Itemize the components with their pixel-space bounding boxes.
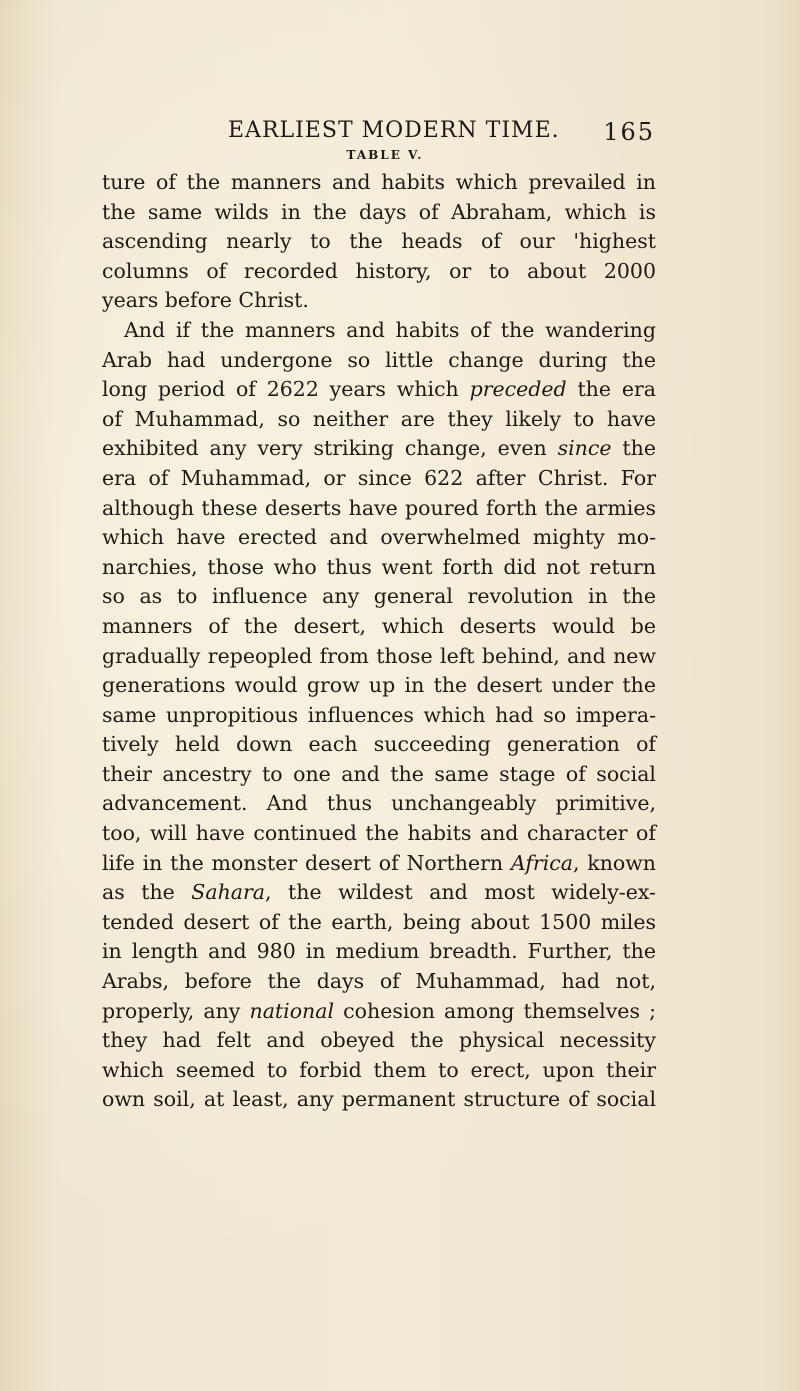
text-line [102,878,656,908]
text-line [102,227,656,257]
text-line [102,612,656,642]
text-line [102,257,656,287]
text-segment: of Muhammad, so neither are they likely to have [102,406,656,431]
text-line [102,1026,656,1056]
italic-text: since [557,436,612,461]
text-line [102,671,656,701]
text-segment: cohesion among themselves ; [334,998,656,1023]
text-segment: narchies, those who thus went forth did not return [102,554,656,579]
text-line [102,375,656,405]
text-segment: manners of the desert, which deserts would be [102,613,656,638]
text-line [102,316,656,346]
text-segment: tended desert of the earth, being about 1500 miles [102,909,656,934]
text-line [102,494,656,524]
text-segment: long period of 2622 years which [102,377,470,402]
text-line [102,198,656,228]
text-segment: era of Muhammad, or since 622 after Christ. For [102,465,656,490]
italic-text: preceded [469,377,567,402]
text-segment: although these deserts have poured forth the armies [102,495,656,520]
text-segment: in length and 980 in medium breadth. Further, the [102,939,656,964]
text-segment: own soil, at least, any permanent structure of social [102,1087,656,1112]
text-segment: the era [566,377,656,402]
text-segment: advancement. And thus unchangeably primitive, [102,791,656,816]
body-text [102,168,656,1115]
text-segment: same unpropitious influences which had so impera- [102,702,656,727]
text-segment: And if the manners and habits of the wandering [124,317,656,342]
running-title: EARLIEST MODERN TIME. [228,118,560,143]
text-line [102,701,656,731]
text-segment: years before Christ. [102,288,309,313]
text-segment: the [611,436,656,461]
text-segment: they had felt and obeyed the physical necessity [102,1028,656,1053]
text-segment: , the wildest and most widely-ex- [265,880,656,905]
text-line [102,819,656,849]
text-line [102,434,656,464]
text-segment: ture of the manners and habits which prevailed in [102,170,656,194]
page-number: 165 [603,118,655,146]
text-segment: Arabs, before the days of Muhammad, had not, [102,969,656,994]
text-line [102,464,656,494]
text-segment: gradually repeopled from those left behind, and new [102,643,656,668]
text-segment: so as to influence any general revolution in the [102,584,656,609]
text-segment: generations would grow up in the desert under the [102,673,656,698]
text-segment: properly, any [102,998,250,1023]
text-line [102,346,656,376]
text-line [102,730,656,760]
text-line [102,908,656,938]
text-segment: , known [572,850,657,875]
text-segment: their ancestry to one and the same stage of social [102,761,656,786]
text-line [102,553,656,583]
text-line [102,789,656,819]
text-segment: which have erected and overwhelmed mighty mo- [102,525,656,550]
text-segment: which seemed to forbid them to erect, upon their [102,1057,656,1082]
italic-text: Sahara [191,880,266,905]
text-line [102,523,656,553]
text-line [102,967,656,997]
text-line [102,760,656,790]
text-segment: Arab had undergone so little change during the [102,347,656,372]
text-line [102,582,656,612]
text-line [102,286,656,316]
text-segment: ascending nearly to the heads of our 'highest [102,229,656,254]
text-line [102,168,656,198]
text-segment: tively held down each succeeding generation of [102,732,656,757]
text-line [102,997,656,1027]
text-segment: as the [102,880,192,905]
text-segment: the same wilds in the days of Abraham, which is [102,199,656,224]
text-line [102,1085,656,1115]
text-line [102,937,656,967]
text-segment: too, will have continued the habits and character of [102,821,656,846]
text-line [102,642,656,672]
italic-text: national [249,998,335,1023]
text-line [102,849,656,879]
text-line [102,405,656,435]
text-segment: columns of recorded history, or to about 2000 [102,258,656,283]
text-segment: exhibited any very striking change, even [102,436,558,461]
text-segment: life in the monster desert of Northern [102,850,511,875]
text-line [102,1056,656,1086]
italic-text: Africa [510,850,573,875]
section-heading: TABLE V. [346,148,424,162]
